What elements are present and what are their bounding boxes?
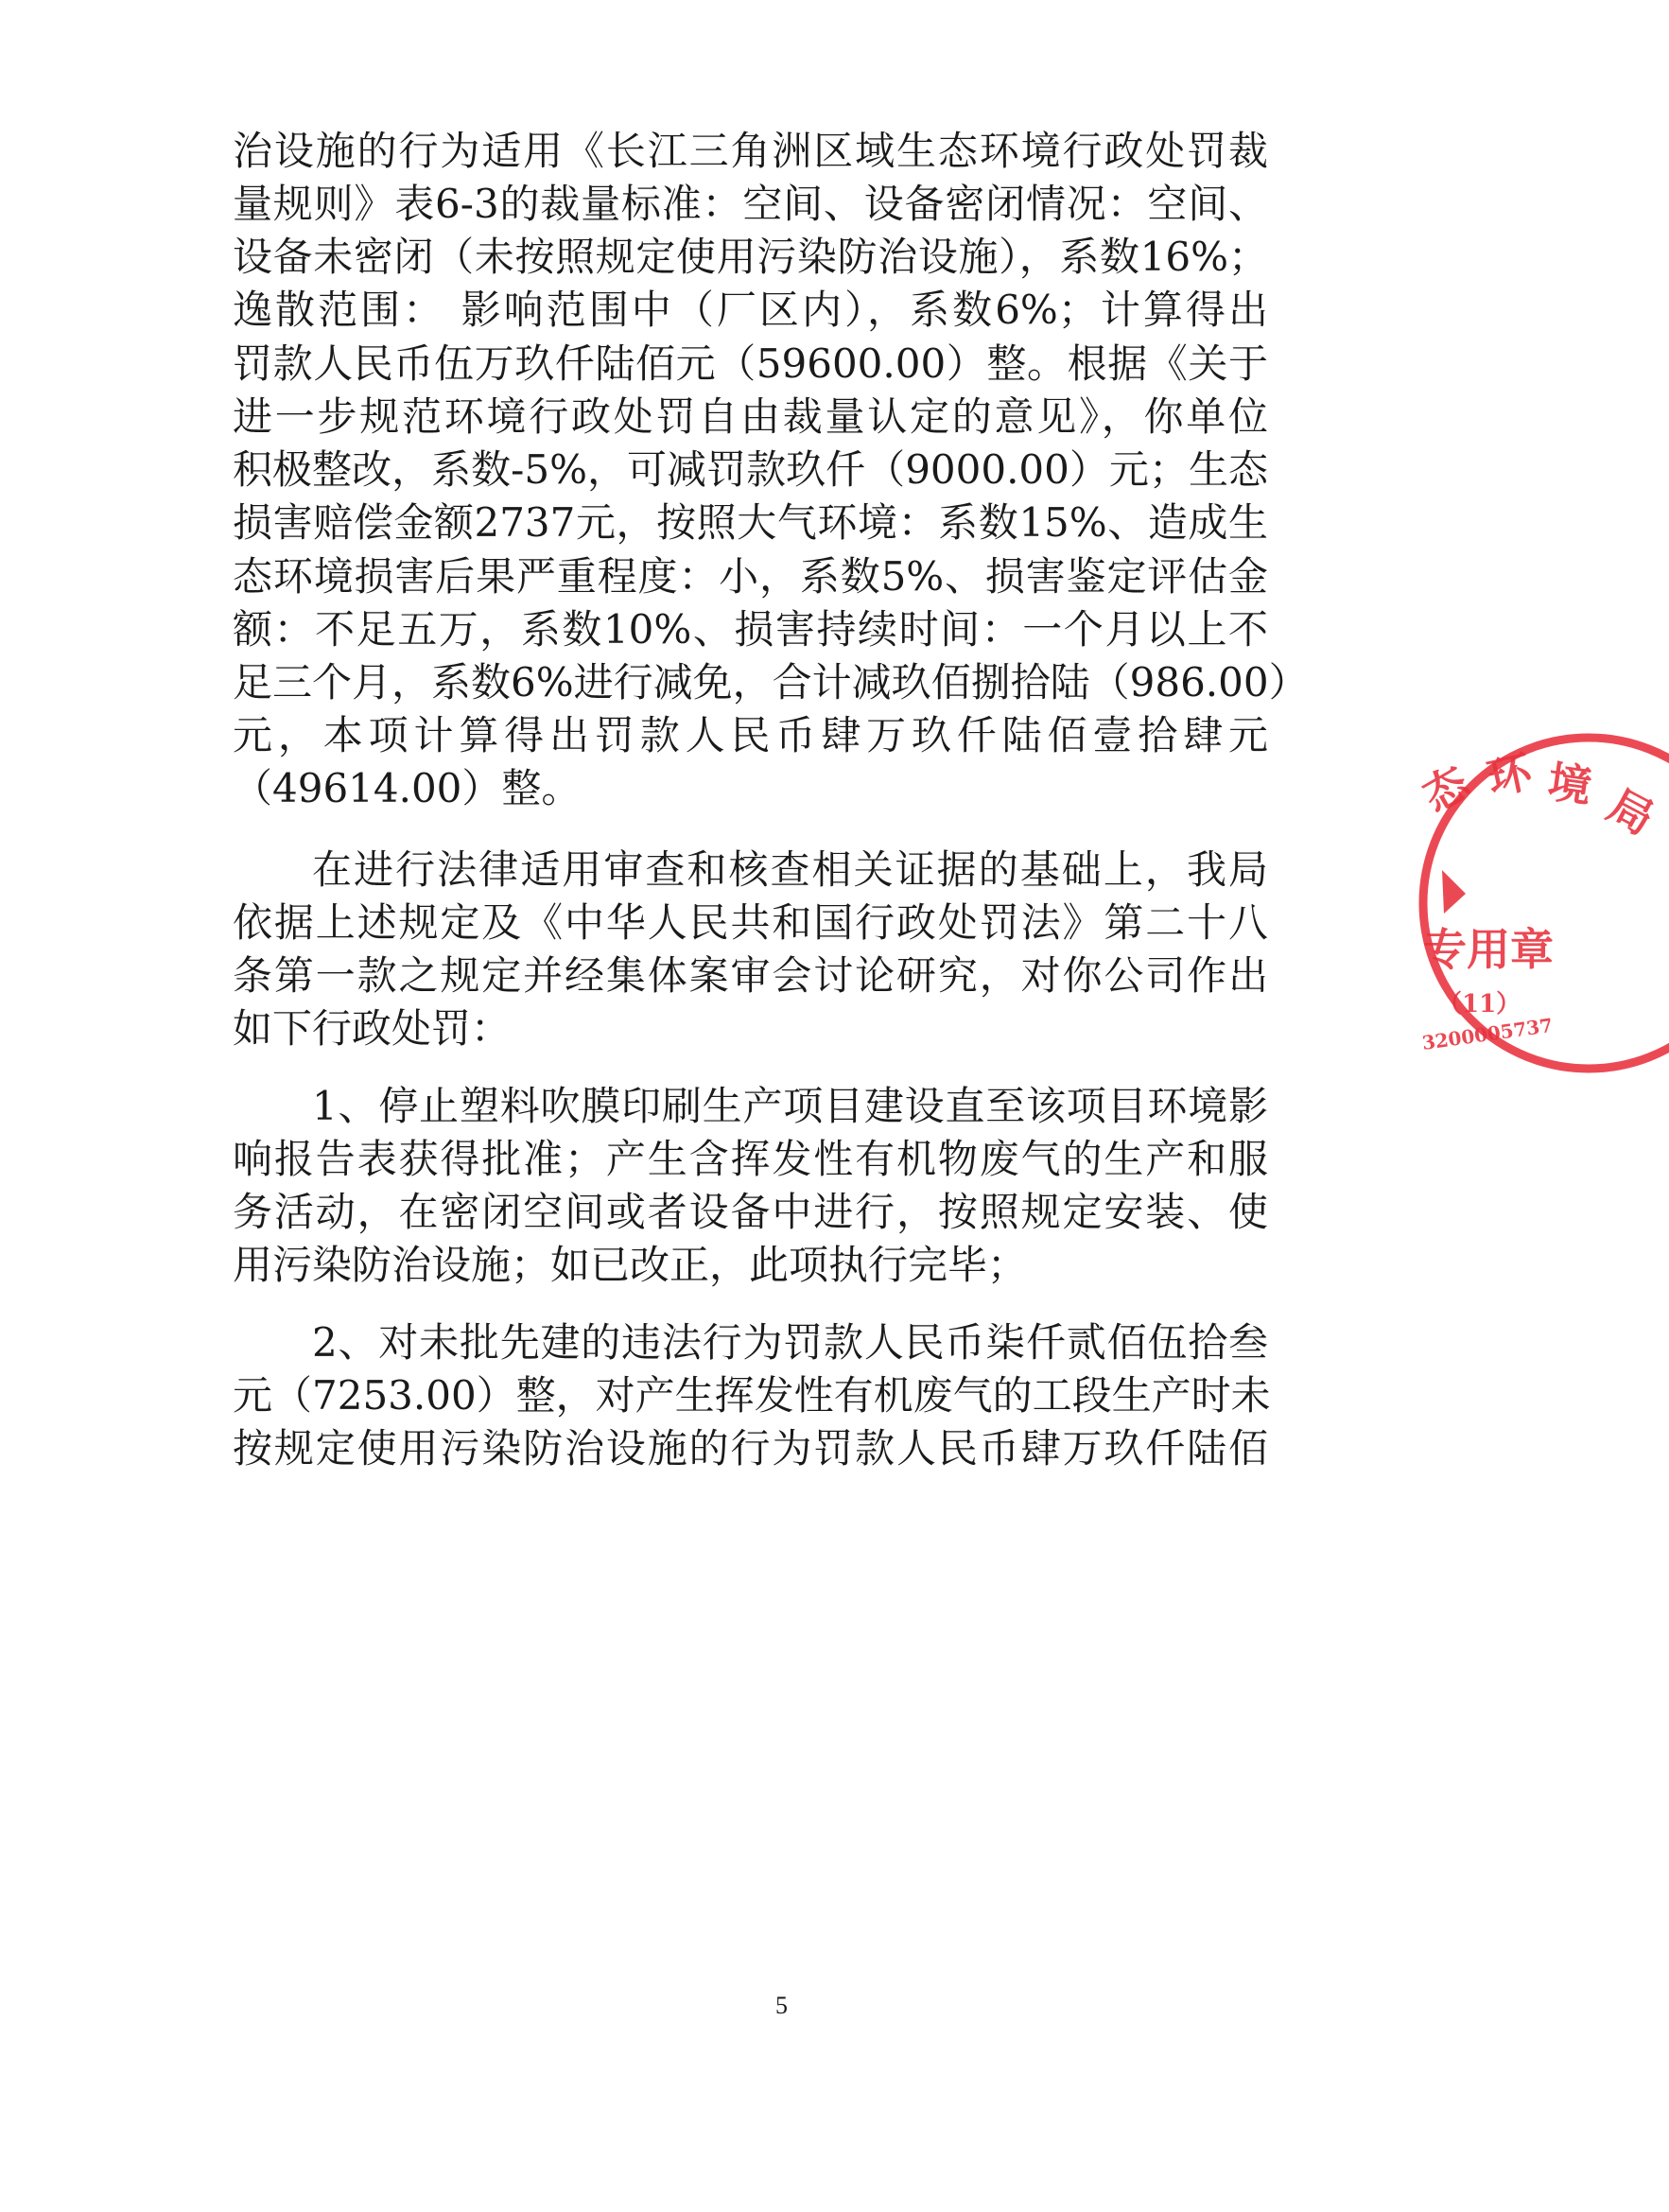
text-line: 积极整改，系数-5%，可减罚款玖仟（9000.00）元；生态 (233, 446, 1268, 493)
text-line: 元（7253.00）整，对产生挥发性有机废气的工段生产时未 (233, 1372, 1271, 1419)
text-line: 在进行法律适用审查和核查相关证据的基础上，我局 (312, 846, 1268, 893)
text-line: 务活动，在密闭空间或者设备中进行，按照规定安装、使 (233, 1189, 1268, 1235)
text-line: 损害赔偿金额2737元，按照大气环境：系数15%、造成生 (233, 499, 1268, 546)
text-line: （49614.00）整。 (233, 765, 582, 811)
text-line: 逸散范围： 影响范围中（厂区内），系数6%；计算得出 (233, 287, 1268, 333)
text-line: 按规定使用污染防治设施的行为罚款人民币肆万玖仟陆佰 (233, 1425, 1268, 1472)
seal-char: 境 (1544, 756, 1595, 813)
text-line: 罚款人民币伍万玖仟陆佰元（59600.00）整。根据《关于 (233, 340, 1268, 387)
text-line: 治设施的行为适用《长江三角洲区域生态环境行政处罚裁 (233, 128, 1268, 174)
text-line: 设备未密闭（未按照规定使用污染防治设施），系数16%； (233, 234, 1268, 280)
seal-char: 局 (1599, 779, 1662, 845)
text-line: 足三个月，系数6%进行减免，合计减玖佰捌拾陆（986.00） (233, 659, 1309, 705)
text-line: 2、对未批先建的违法行为罚款人民币柒仟贰佰伍拾叁 (312, 1319, 1268, 1366)
text-line: 额：不足五万，系数10%、损害持续时间：一个月以上不 (233, 606, 1268, 653)
text-line: 量规则》表6-3的裁量标准：空间、设备密闭情况：空间、 (233, 181, 1268, 227)
text-line: 用污染防治设施；如已改正，此项执行完毕； (233, 1242, 1028, 1288)
text-line: 元，本项计算得出罚款人民币肆万玖仟陆佰壹拾肆元 (233, 712, 1268, 758)
seal-code: （11） (1437, 990, 1521, 1019)
text-line: 态环境损害后果严重程度：小，系数5%、损害鉴定评估金 (233, 553, 1268, 600)
official-seal-stamp (1385, 728, 1669, 1078)
text-line: 条第一款之规定并经集体案审会讨论研究，对你公司作出 (233, 952, 1268, 999)
seal-serial: 3200005737 (1420, 1013, 1555, 1054)
seal-subtitle: 专用章 (1423, 924, 1554, 975)
text-line: 响报告表获得批准；产生含挥发性有机物废气的生产和服 (233, 1136, 1268, 1182)
text-line: 1、停止塑料吹膜印刷生产项目建设直至该项目环境影 (312, 1083, 1268, 1129)
text-line: 依据上述规定及《中华人民共和国行政处罚法》第二十八 (233, 899, 1268, 946)
text-line: 进一步规范环境行政处罚自由裁量认定的意见》，你单位 (233, 393, 1268, 440)
text-line: 如下行政处罚： (233, 1005, 512, 1052)
seal-char: 态 (1414, 756, 1478, 823)
page-number: 5 (775, 1992, 788, 2019)
seal-char: 环 (1483, 745, 1537, 805)
